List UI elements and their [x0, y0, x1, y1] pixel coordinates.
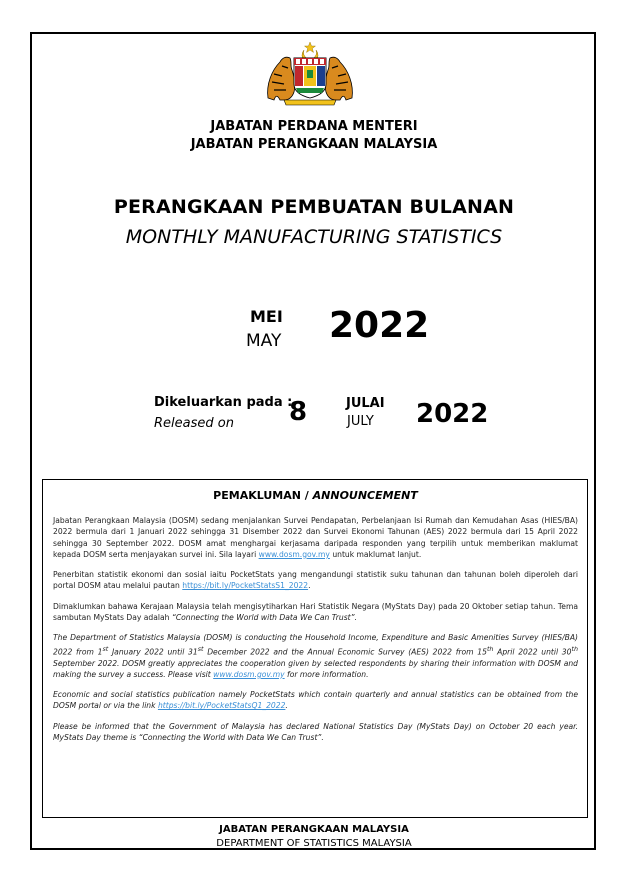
reference-month-malay: MEI — [250, 307, 283, 326]
announcement-paragraph-5 — [53, 689, 578, 712]
p5-tail: . — [285, 701, 288, 711]
p4-sup3: th — [486, 645, 494, 653]
p2-text: Penerbitan statistik ekonomi dan sosial iaitu PocketStats yang mengandungi statistik suku tahunan dan tahunan boleh diperoleh dari portal DOSM atau melalui pautan — [53, 570, 578, 591]
announcement-paragraph-1 — [53, 515, 578, 560]
dosm-website-link-english[interactable]: www.dosm.gov.my — [213, 669, 285, 679]
release-month-malay: JULAI — [346, 396, 385, 411]
p2-tail: . — [308, 581, 311, 591]
release-label-malay: Dikeluarkan pada : — [154, 395, 293, 410]
announcement-box — [42, 479, 588, 818]
announcement-paragraph-2 — [53, 569, 578, 592]
pocketstats-s1-link[interactable]: https://bit.ly/PocketStatsS1_2022 — [182, 581, 309, 591]
p4-tail: for more information. — [287, 669, 369, 679]
announcement-title-malay: PEMAKLUMAN / — [213, 489, 309, 502]
title-malay: PERANGKAAN PEMBUATAN BULANAN — [113, 196, 515, 218]
title-english: MONTHLY MANUFACTURING STATISTICS — [125, 226, 503, 248]
p4-sup4: th — [571, 645, 578, 653]
p4-part3: December 2022 and the Annual Economic Survey (AES) 2022 from 15 — [207, 647, 487, 657]
announcement-paragraph-4 — [53, 632, 578, 680]
p1-text: Jabatan Perangkaan Malaysia (DOSM) sedang menjalankan Survei Pendapatan, Perbelanjaan Isi Rumah dan Kemudahan Asas (HIES/BA) 2022 bermula dari 1 Januari 2022 sehingga 31 Disember 2022 dan Survei Ekonomi Tahunan (AES) 2022 bermula dari 15 April 2022 sehingga 30 September 2022. DOSM amat menghargai kerjasama daripada responden yang terpilih untuk memberikan maklumat kepada DOSM serta menjayakan survei ini. Sila layari — [53, 516, 578, 559]
p3-quote: “Connecting the World with Data We Can Trust”. — [171, 613, 357, 623]
announcement-title-english: ANNOUNCEMENT — [312, 489, 418, 502]
footer-english: DEPARTMENT OF STATISTICS MALAYSIA — [216, 838, 412, 849]
release-year: 2022 — [416, 399, 489, 429]
pocketstats-q1-link[interactable]: https://bit.ly/PocketStatsQ1_2022 — [157, 701, 286, 711]
reference-month-english: MAY — [246, 331, 282, 351]
org-line-1: JABATAN PERDANA MENTERI — [210, 119, 418, 134]
p4-part1: The Department of Statistics Malaysia (DOSM) is conducting the Household Income, Expenditure and Basic Amenities Survey (HIES/BA) 2022 from 1 — [53, 633, 578, 657]
announcement-paragraph-6 — [53, 721, 578, 744]
release-month-english: JULY — [347, 414, 374, 429]
announcement-paragraph-3 — [53, 601, 578, 624]
p4-part2: January 2022 until 31 — [111, 647, 198, 657]
p5-text: Economic and social statistics publication namely PocketStats which contain quarterly and annual statistics can be obtained from the DOSM portal or via the link — [53, 690, 578, 711]
coat-of-arms-icon — [262, 40, 358, 108]
p4-sup2: st — [197, 645, 204, 653]
p4-part4: April 2022 until 30 — [497, 647, 572, 657]
dosm-website-link[interactable]: www.dosm.gov.my — [258, 549, 330, 559]
org-line-2: JABATAN PERANGKAAN MALAYSIA — [190, 137, 438, 152]
footer-malay: JABATAN PERANGKAAN MALAYSIA — [219, 824, 409, 835]
p4-sup1: st — [102, 645, 109, 653]
p1-tail: untuk maklumat lanjut. — [332, 549, 422, 559]
p3-text: Dimaklumkan bahawa Kerajaan Malaysia telah mengisytiharkan Hari Statistik Negara (MyStats Day) pada 20 Oktober setiap tahun. Tema sambutan MyStats Day adalah — [53, 601, 578, 623]
release-day: 8 — [289, 397, 308, 427]
release-label-english: Released on — [154, 416, 234, 431]
p6-text: Please be informed that the Government of Malaysia has declared National Statistics Day (MyStats Day) on October 20 each year. MyStats Day theme is “Connecting the World with Data We Can Trust”. — [53, 721, 578, 742]
p4-part5: September 2022. DOSM greatly appreciates the cooperation given by selected respondents by sharing their information with DOSM and making the survey a success. Please visit — [53, 658, 578, 679]
reference-year: 2022 — [329, 305, 430, 346]
announcement-title — [53, 489, 578, 502]
